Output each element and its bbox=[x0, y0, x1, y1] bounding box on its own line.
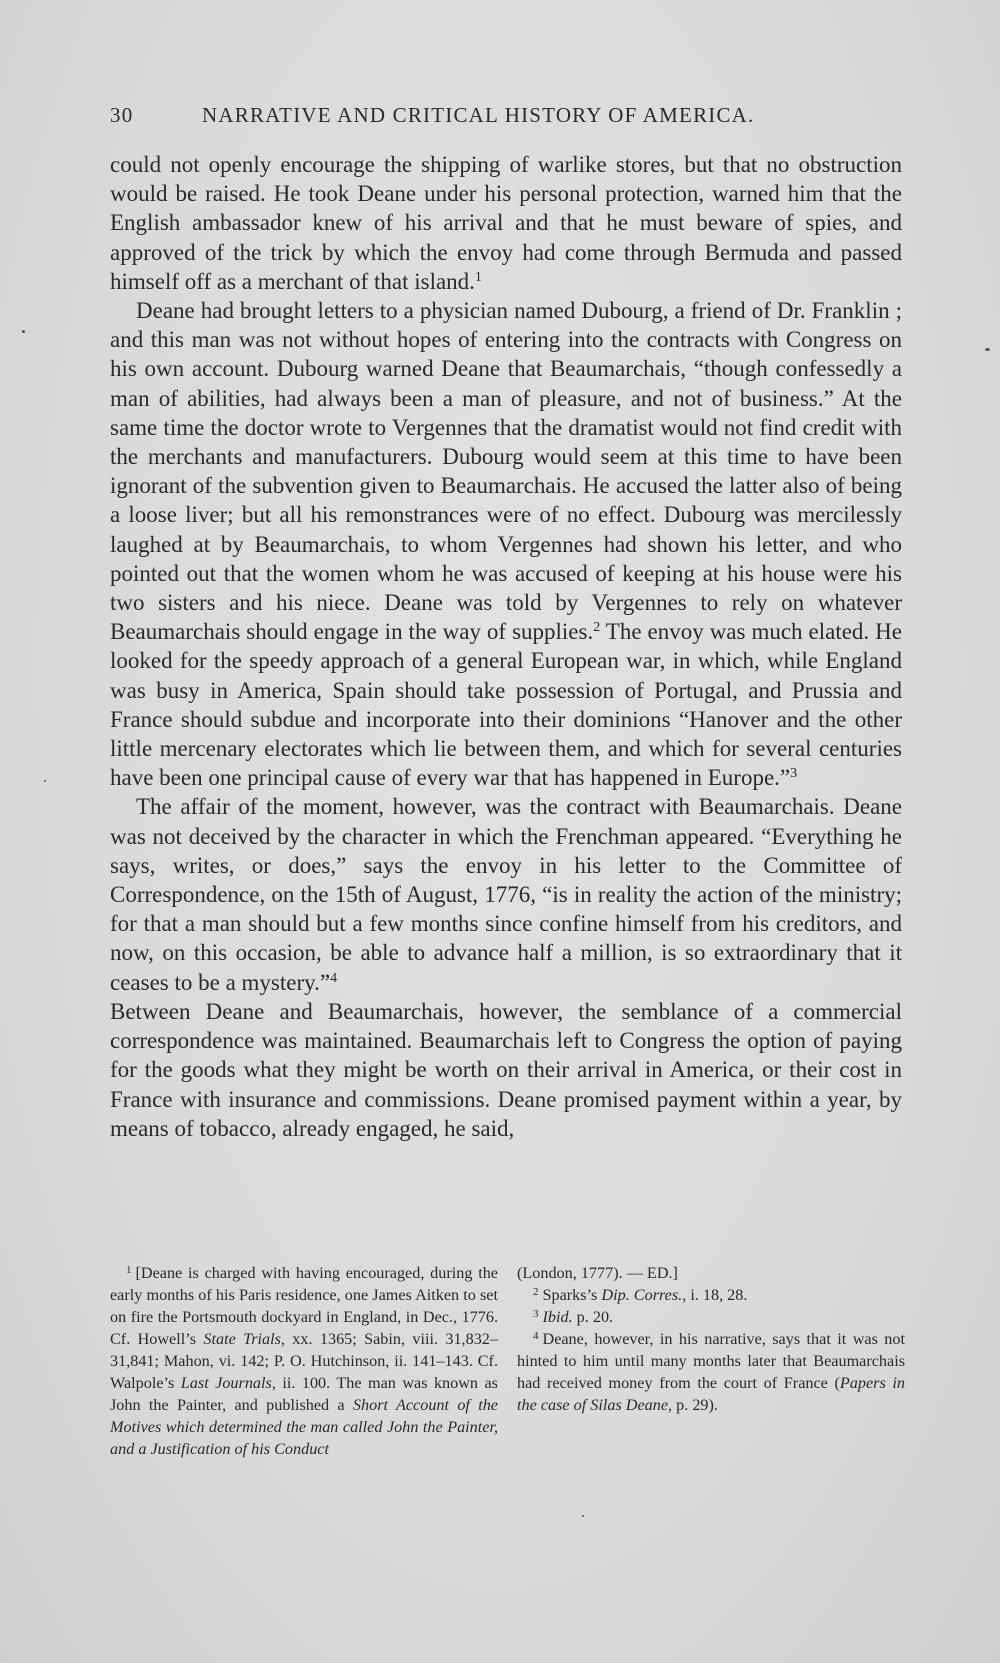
footnote-3 bbox=[517, 1306, 905, 1328]
paragraph bbox=[110, 296, 902, 792]
paper-speck bbox=[22, 330, 25, 333]
footnote-text: , ii. 100. The man was known as John the Painter, and published a bbox=[110, 1374, 498, 1414]
footnote-ref: 3 bbox=[790, 766, 798, 782]
footnote-text: , i. 18, 28. bbox=[682, 1286, 748, 1304]
paper-speck bbox=[582, 1515, 584, 1517]
footnote-text: Sparks’s bbox=[542, 1286, 602, 1304]
paragraph-text: Deane had brought letters to a physician named Dubourg, a friend of Dr. Franklin ; and this man was not without hopes of entering into the contracts with Congress on his own account. Dubourg warned Deane that Beaumarchais, “though confessedly a man of abilities, had always been a man of pleasure, and not of business.” At the same time the doctor wrote to Vergennes that the dramatist would not find credit with the merchants and manufacturers. Dubourg would seem at this time to have been ignorant of the subvention given to Beaumarchais. He accused the latter also of being a loose liver; but all his remonstrances were of no effect. Dubourg was mercilessly laughed at by Beaumarchais, to whom Vergennes had shown his letter, and who pointed out that the women whom he was accused of keeping at his house were his two sisters and his niece. Deane was told by Vergennes to rely on whatever Beaumarchais should engage in the way of supplies. bbox=[110, 298, 902, 645]
footnotes bbox=[110, 1262, 905, 1460]
footnote-text: p. 20. bbox=[572, 1308, 614, 1326]
footnote-4 bbox=[517, 1328, 905, 1416]
paragraph-text: could not openly encourage the shipping of warlike stores, but that no obstruction would be raised. He took Deane under his personal protection, warned him that the English ambassador knew of his arrival and that he must beware of spies, and approved of the trick by which the envoy had come through Bermuda and passed himself off as a merchant of that island. bbox=[110, 152, 902, 294]
footnote-title: State Trials bbox=[203, 1330, 281, 1348]
paragraph bbox=[110, 792, 902, 1142]
footnote-title: Dip. Corres. bbox=[601, 1286, 683, 1304]
paragraph-text: Between Deane and Beaumarchais, however, the semblance of a commercial correspondence was maintained. Beaumarchais left to Congress the option of paying for the goods what they might be worth on their arrival in America, or their cost in France with insurance and commissions. Deane promised payment within a year, by means of tobacco, already engaged, he said, bbox=[110, 998, 902, 1141]
footnote-ref: 1 bbox=[474, 269, 482, 285]
footnote-text: (London, 1777). — ED.] bbox=[517, 1264, 678, 1282]
paragraph-text: The affair of the moment, however, was the contract with Beaumarchais. Deane was not deceived by the character in which the Frenchman appeared. “Everything he says, writes, or does,” says the envoy in his letter to the Committee of Correspondence, on the 15th of August, 1776, “is in reality the action of the ministry; for that a man should but a few months since confine himself from his creditors, and now, on this occasion, be able to advance half a million, is so extraordinary that it ceases to be a mystery.” bbox=[110, 794, 902, 995]
running-title: NARRATIVE AND CRITICAL HISTORY OF AMERICA. bbox=[202, 103, 755, 127]
footnote-title: Last Journals bbox=[180, 1374, 272, 1392]
footnote-text: , p. 29). bbox=[668, 1396, 718, 1414]
page-number: 30 bbox=[110, 103, 134, 127]
footnote-1-continued bbox=[517, 1262, 905, 1284]
footnote-ref: 2 bbox=[593, 620, 601, 636]
footnote-column-left bbox=[110, 1262, 498, 1460]
footnote-number: 1 bbox=[126, 1264, 132, 1276]
footnote-ref: 4 bbox=[330, 970, 338, 986]
footnote-title: Papers in the case of Silas Deane bbox=[517, 1374, 905, 1414]
footnote-2 bbox=[517, 1284, 905, 1306]
footnote-number: 2 bbox=[533, 1286, 539, 1298]
paper-speck bbox=[985, 348, 990, 351]
paragraph bbox=[110, 150, 902, 296]
running-header bbox=[110, 103, 810, 128]
footnote-number: 4 bbox=[533, 1330, 539, 1342]
footnote-text: , xx. 1365; Sabin, viii. 31,832–31,841; Mahon, vi. 142; P. O. Hutchinson, ii. 141–143. Cf. Walpole’s bbox=[110, 1330, 498, 1392]
footnote-number: 3 bbox=[533, 1308, 539, 1320]
footnote-text: Deane, however, in his narrative, says that it was not hinted to him until many months later that Beaumarchais had received money from the court of France ( bbox=[517, 1330, 905, 1392]
footnote-column-right bbox=[517, 1262, 905, 1460]
footnote-text: [Deane is charged with having encouraged, during the early months of his Paris residence, one James Aitken to set on fire the Portsmouth dockyard in England, in Dec., 1776. Cf. Howell’s bbox=[110, 1264, 498, 1348]
main-text bbox=[110, 150, 902, 1143]
paper-speck bbox=[44, 780, 46, 782]
paragraph-text: The envoy was much elated. He looked for the speedy approach of a general European war, in which, while England was busy in America, Spain should take possession of Portugal, and Prussia and France should subdue and incorporate into their dominions “Hanover and the other little mercenary electorates which lie between them, and which for several centuries have been one principal cause of every war that has happened in Europe.” bbox=[110, 619, 902, 791]
footnote-title: Ibid. bbox=[542, 1308, 573, 1326]
footnote-title: Short Account of the Motives which determined the man called John the Painter, and a Justification of his Conduct bbox=[110, 1396, 498, 1458]
footnote-1 bbox=[110, 1262, 498, 1460]
